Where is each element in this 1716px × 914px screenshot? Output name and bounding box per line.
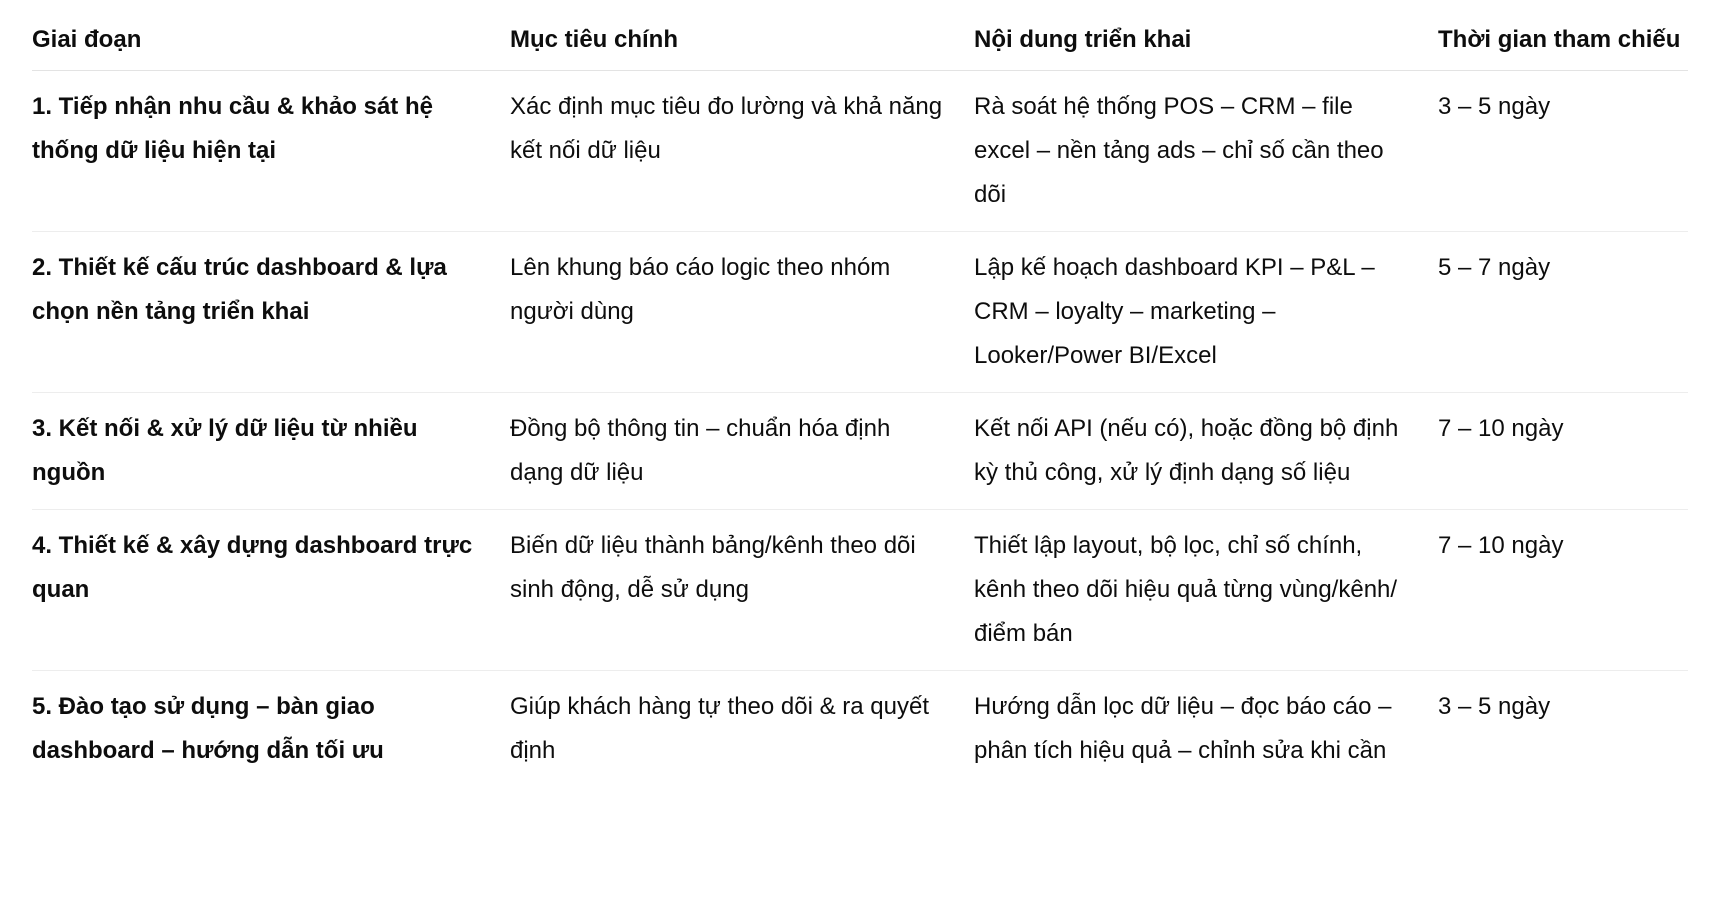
table-row bbox=[32, 393, 1688, 510]
timeline-table-container bbox=[32, 0, 1688, 787]
stage-cell: 2. Thiết kế cấu trúc dashboard & lựa chọn nền tảng triển khai bbox=[32, 232, 510, 393]
table-row bbox=[32, 232, 1688, 393]
goal-cell: Giúp khách hàng tự theo dõi & ra quyết định bbox=[510, 693, 930, 764]
time-cell: 7 – 10 ngày bbox=[1438, 510, 1688, 671]
goal-cell: Lên khung báo cáo logic theo nhóm người dùng bbox=[510, 232, 974, 393]
time-cell: 3 – 5 ngày bbox=[1438, 693, 1551, 720]
stage-cell: 1. Tiếp nhận nhu cầu & khảo sát hệ thống dữ liệu hiện tại bbox=[32, 71, 510, 232]
stage-cell: 3. Kết nối & xử lý dữ liệu từ nhiều nguồn bbox=[32, 393, 510, 510]
content-cell: Hướng dẫn lọc dữ liệu – đọc báo cáo – phân tích hiệu quả – chỉnh sửa khi cần bbox=[974, 693, 1392, 764]
timeline-table bbox=[32, 0, 1688, 787]
stage-cell: 5. Đào tạo sử dụng – bàn giao dashboard – hướng dẫn tối ưu bbox=[32, 693, 384, 764]
table-row bbox=[32, 510, 1688, 671]
stage-cell: 4. Thiết kế & xây dựng dashboard trực quan bbox=[32, 510, 510, 671]
goal-cell: Đồng bộ thông tin – chuẩn hóa định dạng dữ liệu bbox=[510, 393, 974, 510]
content-cell: Thiết lập layout, bộ lọc, chỉ số chính, kênh theo dõi hiệu quả từng vùng/kênh/điểm bán bbox=[974, 510, 1438, 671]
time-cell: 5 – 7 ngày bbox=[1438, 232, 1688, 393]
time-cell: 7 – 10 ngày bbox=[1438, 393, 1688, 510]
table-header-row bbox=[32, 0, 1688, 71]
header-content: Nội dung triển khai bbox=[974, 0, 1438, 71]
header-goal: Mục tiêu chính bbox=[510, 0, 974, 71]
content-cell: Lập kế hoạch dashboard KPI – P&L – CRM – loyalty – marketing – Looker/Power BI/Excel bbox=[974, 232, 1438, 393]
goal-cell: Xác định mục tiêu đo lường và khả năng kết nối dữ liệu bbox=[510, 71, 974, 232]
time-cell: 3 – 5 ngày bbox=[1438, 71, 1688, 232]
table-row bbox=[32, 71, 1688, 232]
content-cell: Rà soát hệ thống POS – CRM – file excel – nền tảng ads – chỉ số cần theo dõi bbox=[974, 71, 1438, 232]
table-row bbox=[32, 671, 1688, 788]
goal-cell: Biến dữ liệu thành bảng/kênh theo dõi sinh động, dễ sử dụng bbox=[510, 510, 974, 671]
header-time: Thời gian tham chiếu bbox=[1438, 0, 1688, 71]
content-cell: Kết nối API (nếu có), hoặc đồng bộ định kỳ thủ công, xử lý định dạng số liệu bbox=[974, 393, 1438, 510]
header-stage: Giai đoạn bbox=[32, 0, 510, 71]
